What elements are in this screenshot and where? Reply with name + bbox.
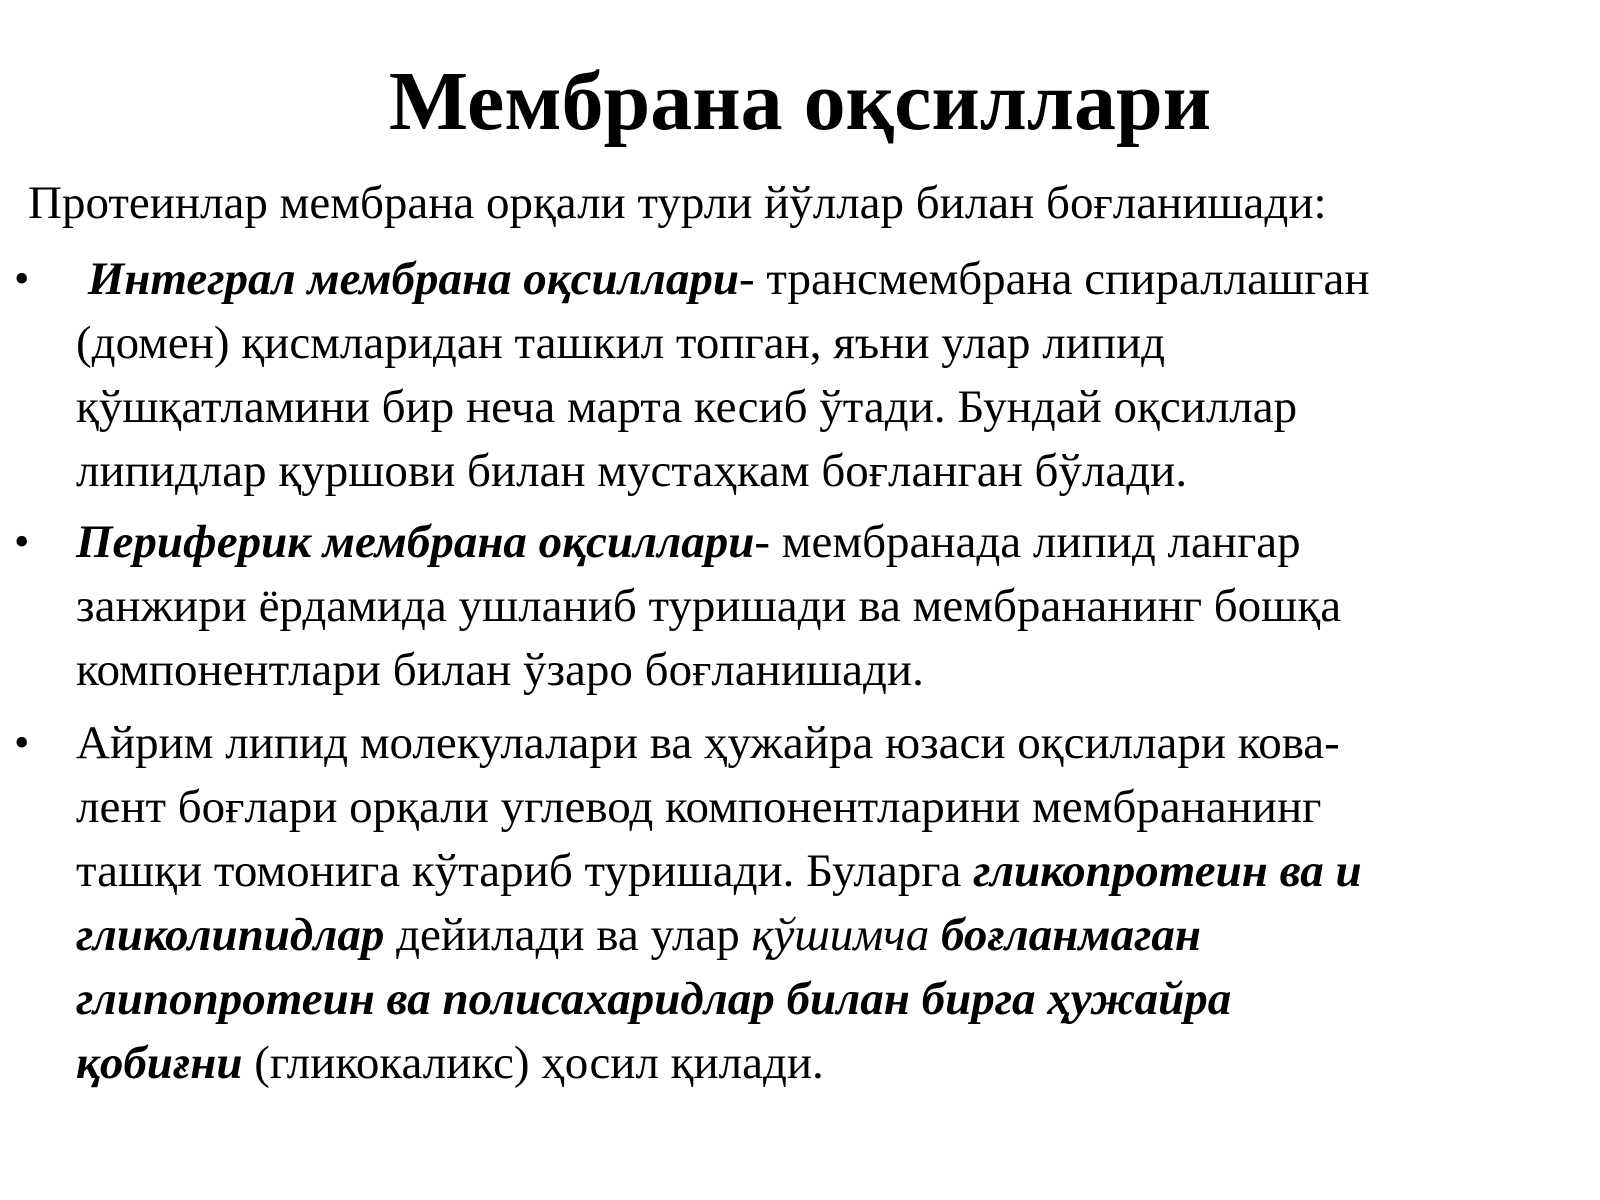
emphasis-text-run: қобиғни — [76, 1037, 243, 1089]
text-run: лент боғлари орқали углевод компонентларини мембрананинг — [76, 781, 1322, 833]
text-run: ташқи томонига кўтариб туришади. Буларга — [76, 845, 974, 897]
text-line — [76, 638, 1586, 702]
text-run: компонентлари билан ўзаро боғланишади. — [76, 644, 924, 696]
text-line — [76, 375, 1586, 439]
text-run — [929, 909, 941, 961]
text-run: - трансмембрана спираллашган — [739, 253, 1370, 305]
emphasis-text-run: Периферик мембрана оқсиллари — [76, 516, 755, 568]
bullet-text — [76, 510, 1586, 702]
slide-title: Мембрана оқсиллари — [388, 55, 1212, 148]
emphasis-text-run: қўшимча — [751, 909, 930, 961]
text-line — [76, 967, 1586, 1031]
text-line — [76, 574, 1586, 638]
bullet-icon: • — [14, 254, 30, 303]
intro-text: Протеинлар мембрана орқали турли йўллар билан боғланишади: — [28, 177, 1327, 229]
text-run: - мембранада липид лангар — [754, 516, 1301, 568]
emphasis-text-run: гликолипидлар — [76, 909, 385, 961]
text-line — [76, 839, 1586, 903]
emphasis-text-run: гликопротеин ва и — [973, 845, 1362, 897]
text-line — [76, 510, 1586, 574]
text-line — [76, 711, 1586, 775]
text-run: липидлар қуршови билан мустаҳкам боғланган бўлади. — [76, 445, 1188, 497]
text-line — [76, 775, 1586, 839]
text-run: занжири ёрдамида ушланиб туришади ва мембрананинг бошқа — [76, 580, 1342, 632]
bullet-icon: • — [14, 517, 30, 566]
text-line — [76, 903, 1586, 967]
bullet-text — [76, 247, 1586, 503]
text-line — [76, 247, 1586, 311]
text-line — [76, 311, 1586, 375]
bullet-icon: • — [14, 718, 30, 767]
emphasis-text-run: глипопротеин ва полисахаридлар билан бирга ҳужайра — [76, 973, 1232, 1025]
text-line — [76, 439, 1586, 503]
text-line — [76, 1031, 1586, 1095]
text-run: (домен) қисмларидан ташкил топган, яъни улар липид — [76, 317, 1166, 369]
bullet-text — [76, 711, 1586, 1095]
emphasis-text-run: Интеграл мембрана оқсиллари — [87, 253, 740, 305]
text-run: Айрим липид молекулалари ва ҳужайра юзаси оқсиллари кова- — [76, 717, 1340, 769]
text-run: (гликокаликс) ҳосил қилади. — [242, 1037, 824, 1089]
text-run: қўшқатламини бир неча марта кесиб ўтади. Бундай оқсиллар — [76, 381, 1298, 433]
emphasis-text-run: боғланмаган — [940, 909, 1202, 961]
text-run: дейилади ва улар — [384, 909, 752, 961]
text-run — [76, 253, 88, 305]
